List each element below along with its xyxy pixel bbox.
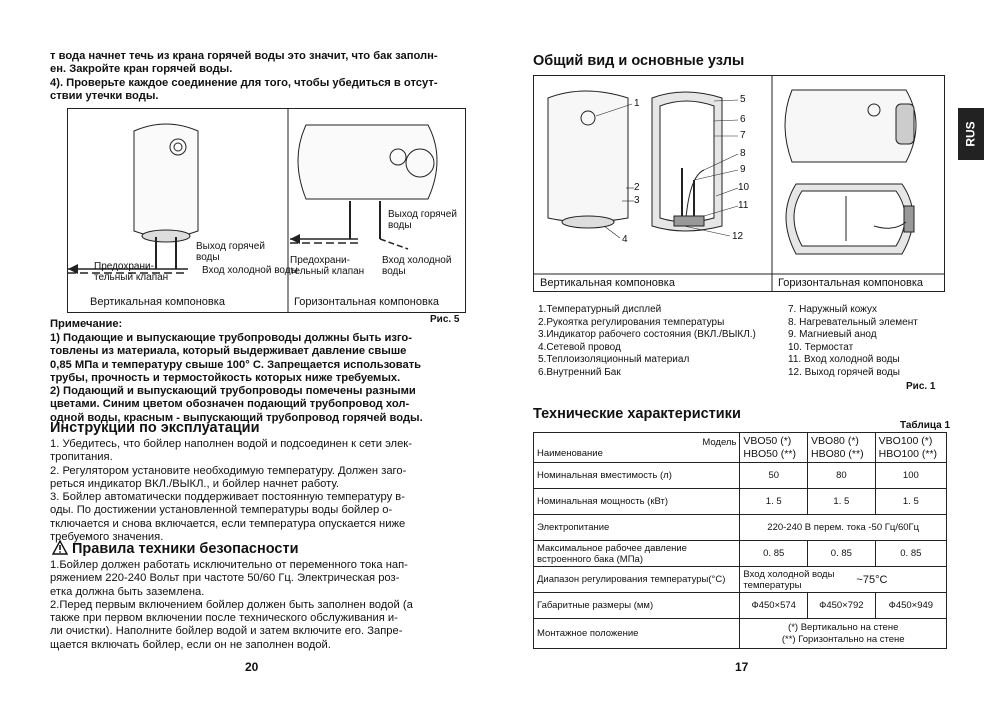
header-corner-cell <box>534 433 740 463</box>
intro-text <box>50 50 438 103</box>
note-line: 0,85 МПа и температуру свыше 100° С. Запрещается использовать <box>50 358 422 371</box>
fig5-safety-valve-horizontal <box>290 255 364 277</box>
legend-item: 9. Магниевый анод <box>788 329 877 340</box>
row-value-line: ~75°C <box>856 573 888 586</box>
row-value-merged <box>740 619 947 649</box>
note-line: 1) Подающие и выпускающие трубопроводы должны быть изго- <box>50 332 412 344</box>
ops-line: оды. По достижении установленной температуры воды бойлер о- <box>50 504 393 517</box>
table-header-row <box>534 433 947 463</box>
safety-line: щается включать бойлер, если он не заполнен водой. <box>50 638 331 651</box>
row-value: 1. 5 <box>808 489 876 515</box>
table-label: Таблица 1 <box>900 420 951 431</box>
model-name: VBO50 (*) <box>743 434 792 447</box>
row-value-line: (**) Горизонтально на стене <box>781 633 905 645</box>
fig5-label: воды <box>196 252 220 263</box>
fig5-label: Вход холодной <box>382 255 452 266</box>
row-value: 50 <box>740 463 808 489</box>
row-value: 0. 85 <box>740 541 808 567</box>
safety-line: 2.Перед первым включением бойлер должен быть заполнен водой (а <box>50 598 413 611</box>
note-line: цветами. Синим цветом обозначен подающий трубопровод хол- <box>50 398 410 411</box>
general-view-title: Общий вид и основные узлы <box>533 53 745 69</box>
ops-line: 3. Бойлер автоматически поддерживает постоянную температуру в- <box>50 491 405 504</box>
note-text <box>50 332 423 425</box>
model-cell <box>808 433 876 463</box>
ops-line: 1. Убедитесь, что бойлер наполнен водой и подсоединен к сети элек- <box>50 438 412 450</box>
legend-item: 12. Выход горячей воды <box>788 366 900 378</box>
row-value: 100 <box>875 463 946 489</box>
legend-item: 7. Наружный кожух <box>788 304 877 315</box>
note-line: 2) Подающий и выпускающий трубопроводы помечены разными <box>50 385 416 398</box>
note-title: Примечание: <box>50 318 123 330</box>
tech-specs-title: Технические характеристики <box>533 406 741 422</box>
row-value-merged: 220-240 В перем. тока -50 Гц/60Гц <box>740 515 947 541</box>
table-row <box>534 593 947 619</box>
model-name: HBO80 (**) <box>811 447 864 460</box>
row-name: Электропитание <box>534 515 740 541</box>
safety-line: ряжением 220-240 Вольт при частоте 50/60 Гц. Электрическая роз- <box>50 572 400 585</box>
row-name: Диапазон регулирования температуры(°C) <box>534 567 740 593</box>
intro-line: т вода начнет течь из крана горячей воды это значит, что бак заполн- <box>50 50 438 62</box>
fig1-part-number: 6 <box>740 114 746 125</box>
fig5-label-number: Рис. 5 <box>430 314 460 325</box>
row-value-line: температуры <box>743 579 802 591</box>
intro-line: ствии утечки воды. <box>50 89 159 102</box>
table-row <box>534 619 947 649</box>
table-row <box>534 567 947 593</box>
safety-line: 1.Бойлер должен работать исключительно от переменного тока нап- <box>50 559 408 571</box>
fig1-part-number: 7 <box>740 130 746 141</box>
intro-line: ен. Закройте кран горячей воды. <box>50 63 233 76</box>
safety-text <box>50 559 413 652</box>
table-row <box>534 541 947 567</box>
model-name: HBO50 (**) <box>743 447 796 460</box>
fig5-hot-out-vertical <box>196 241 265 263</box>
table-row <box>534 463 947 489</box>
safety-line: етка должна быть заземлена. <box>50 585 205 598</box>
fig5-label: тельный клапан <box>290 266 365 277</box>
page-number-left: 20 <box>245 660 259 674</box>
legend-item: 11. Вход холодной воды <box>788 354 900 365</box>
row-name: Номинальная мощность (кВт) <box>534 489 740 515</box>
model-name: VBO80 (*) <box>811 434 859 447</box>
fig5-label: Выход горячей <box>388 209 457 220</box>
fig1-part-number: 4 <box>622 234 628 245</box>
fig5-cold-in-horizontal <box>382 255 451 277</box>
fig5-caption-vertical: Вертикальная компоновка <box>90 296 225 308</box>
safety-line: также при первом включении после технического обслуживания и- <box>50 612 398 625</box>
figure-5 <box>67 108 466 313</box>
legend-item: 3.Индикатор рабочего состояния (ВКЛ./ВЫКЛ.) <box>538 329 756 340</box>
fig5-caption-horizontal: Горизонтальная компоновка <box>294 296 439 308</box>
header-name-label: Наименование <box>537 447 603 459</box>
fig5-label: воды <box>382 266 406 277</box>
fig5-label: воды <box>388 220 412 231</box>
row-value: 1. 5 <box>740 489 808 515</box>
fig1-part-number: 9 <box>740 164 746 175</box>
fig1-part-number: 10 <box>738 182 750 193</box>
ops-line: 2. Регулятором установите необходимую температуру. Должен заго- <box>50 464 407 477</box>
figure-1 <box>533 75 945 292</box>
table-row <box>534 489 947 515</box>
fig5-label: Выход горячей <box>196 241 265 252</box>
fig5-label: Предохрани- <box>290 255 350 266</box>
legend-item: 8. Нагревательный элемент <box>788 316 918 328</box>
model-cell <box>740 433 808 463</box>
language-tab-label: RUS <box>964 121 978 147</box>
row-value-line: (*) Вертикально на стене <box>788 621 899 633</box>
row-value: 0. 85 <box>808 541 876 567</box>
row-value: 80 <box>808 463 876 489</box>
page-number-right: 17 <box>735 660 749 674</box>
ops-line: тключается и снова включается, если температура опускается ниже <box>50 517 406 530</box>
legend-item: 5.Теплоизоляционный материал <box>538 354 690 365</box>
safety-line: ли очистки). Наполните бойлер водой и затем включите его. Запре- <box>50 625 403 638</box>
fig1-part-number: 11 <box>738 200 749 211</box>
ops-line: реться индикатор ВКЛ./ВЫКЛ., и бойлер начнет работу. <box>50 477 339 490</box>
ops-title: Инструкции по эксплуатации <box>50 420 260 436</box>
fig5-label: Предохрани- <box>94 261 154 272</box>
fig1-label-number: Рис. 1 <box>906 381 936 392</box>
note-line: одной воды, красным - выпускающий трубопровод горячей воды. <box>50 411 423 424</box>
row-name: Габаритные размеры (мм) <box>534 593 740 619</box>
fig5-safety-valve-vertical <box>94 261 168 283</box>
row-value-line: Вход холодной воды <box>743 568 835 580</box>
header-model-label: Модель <box>702 436 737 448</box>
fig5-label: тельный клапан <box>94 272 169 283</box>
safety-title: Правила техники безопасности <box>72 541 299 557</box>
row-name-line: встроенного бака (МПа) <box>537 553 643 565</box>
ops-line: требуемого значения. <box>50 531 164 544</box>
fig1-caption-vertical: Вертикальная компоновка <box>540 277 675 289</box>
fig1-part-number: 8 <box>740 148 746 159</box>
row-value: 0. 85 <box>875 541 946 567</box>
fig1-part-number: 2 <box>634 182 640 193</box>
row-name: Номинальная вместимость (л) <box>534 463 740 489</box>
note-line: трубы, прочность и термостойкость которых ниже требуемых. <box>50 371 401 384</box>
parts-legend-left <box>538 304 756 379</box>
ops-line: тропитания. <box>50 451 113 464</box>
specs-table <box>533 432 947 649</box>
intro-line: 4). Проверьте каждое соединение для того, чтобы убедиться в отсут- <box>50 76 438 89</box>
row-value-merged <box>740 567 947 593</box>
row-name-line: Максимальное рабочее давление <box>537 542 687 554</box>
row-value: Ф450×574 <box>740 593 808 619</box>
row-name: Монтажное положение <box>534 619 740 649</box>
fig5-hot-out-horizontal <box>388 209 457 231</box>
row-value: Ф450×949 <box>875 593 946 619</box>
model-name: VBO100 (*) <box>878 434 933 447</box>
table-row <box>534 515 947 541</box>
legend-item: 4.Сетевой провод <box>538 341 621 353</box>
fig1-part-number: 3 <box>634 195 640 206</box>
fig1-part-number: 5 <box>740 94 746 105</box>
fig1-part-number: 12 <box>732 231 744 242</box>
row-name <box>534 541 740 567</box>
language-tab <box>958 108 984 160</box>
warning-icon <box>52 540 68 560</box>
parts-legend-right <box>788 304 918 379</box>
note-line: товлены из материала, который выдерживает давление свыше <box>50 345 407 358</box>
fig1-caption-horizontal: Горизонтальная компоновка <box>778 277 923 289</box>
ops-text <box>50 438 412 544</box>
legend-item: 2.Рукоятка регулирования температуры <box>538 316 725 328</box>
model-cell <box>875 433 946 463</box>
legend-item: 10. Термостат <box>788 341 854 353</box>
fig5-cold-in-vertical: Вход холодной воды <box>202 265 298 276</box>
row-value: Ф450×792 <box>808 593 876 619</box>
legend-item: 6.Внутренний Бак <box>538 366 621 378</box>
model-name: HBO100 (**) <box>878 447 938 460</box>
legend-item: 1.Температурный дисплей <box>538 304 662 315</box>
fig1-part-number: 1 <box>634 98 640 109</box>
row-value: 1. 5 <box>875 489 946 515</box>
